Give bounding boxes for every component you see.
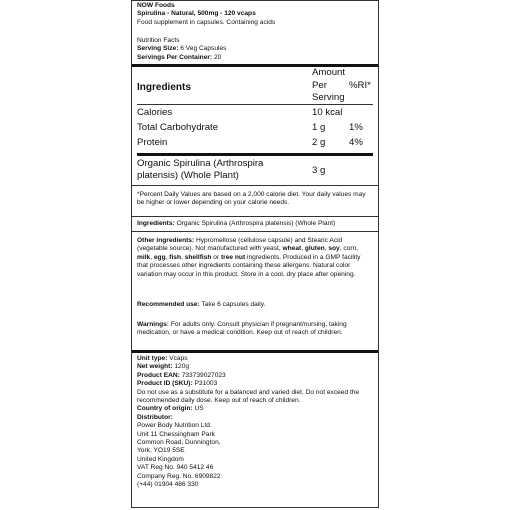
divider bbox=[132, 185, 378, 186]
unit-type: Unit type: Vcaps bbox=[137, 355, 188, 362]
serving-size: Serving Size: 6 Veg Capsules bbox=[137, 45, 227, 53]
usage-disclaimer: Do not use as a substitute for a balanced and varied diet. Do not exceed the recommended daily dose. Keep out of reach of children. bbox=[137, 388, 360, 405]
product-sku: Product ID (SKU): P31003 bbox=[137, 380, 218, 388]
warnings-section: Warnings: For adults only. Consult physician if pregnant/nursing, taking medication, or have a medical condition. Keep out of reach of children. bbox=[137, 321, 347, 337]
supplement-label bbox=[131, 0, 379, 508]
ingredients-section: Ingredients: Organic Spirulina (Arthrospira platensis) (Whole Plant) bbox=[137, 220, 336, 227]
product-description: Food supplement in capsules. Containing acids bbox=[137, 18, 276, 26]
divider bbox=[137, 153, 373, 156]
nutrition-facts-title: Nutrition Facts bbox=[137, 37, 180, 44]
recommended-use: Recommended use: Take 6 capsules daily. bbox=[137, 301, 266, 308]
product-name: Spirulina - Natural, 500mg - 120 vcaps bbox=[137, 10, 256, 18]
column-header-ri: %RI* bbox=[349, 80, 371, 91]
label-header bbox=[132, 2, 378, 27]
product-details bbox=[132, 355, 378, 490]
spirulina-name: Organic Spirulina (Arthrospira platensis) (Whole Plant) bbox=[137, 158, 264, 181]
distributor-address: Power Body Nutrition Ltd. Unit 11 Chessingham Park Common Road, Dunnington, York, YO19 5SE United Kingdom VAT Reg No. 940 5412 46 Company Reg. No. 6909822 (+44) 01904 486 330 bbox=[137, 422, 221, 489]
table-row: Calories 10 kcal bbox=[137, 107, 343, 118]
nutrient-rows bbox=[137, 107, 373, 157]
product-ean: Product EAN: 733739027023 bbox=[137, 371, 226, 379]
nutrition-facts-header bbox=[132, 37, 378, 62]
divider bbox=[132, 350, 378, 353]
divider bbox=[132, 231, 378, 232]
table-row: Total Carbohydrate 1 g 1% bbox=[137, 122, 363, 133]
divider bbox=[137, 104, 373, 105]
spirulina-row bbox=[137, 158, 373, 188]
footnote: *Percent Daily Values are based on a 2,000 calorie diet. Your daily values may be higher or lower depending on your calorie needs. bbox=[137, 191, 366, 207]
divider bbox=[132, 216, 378, 217]
spirulina-amount: 3 g bbox=[312, 165, 326, 176]
distributor-label: Distributor: bbox=[137, 413, 173, 421]
net-weight: Net weight: 120g bbox=[137, 363, 190, 371]
column-header-amount: Amount Per Serving bbox=[312, 67, 346, 103]
column-header-ingredients: Ingredients bbox=[137, 82, 191, 93]
other-ingredients-section: Other ingredients: Hypromellose (cellulose capsule) and Stearic Acid (vegetable source). Not manufactured with yeast, wheat, gluten, soy, corn, milk, egg, fish, shellfish or tree nut ingredients. Produced in a GMP facility that processes other ingredients containing these allergens. Natural color variation may occur in this product. Store in a cool, dry place after opening. bbox=[137, 237, 361, 278]
brand-name: NOW Foods bbox=[137, 2, 175, 9]
country-of-origin: Country of origin: US bbox=[137, 405, 204, 413]
servings-per-container: Servings Per Container: 20 bbox=[137, 53, 222, 61]
table-row: Protein 2 g 4% bbox=[137, 137, 363, 148]
